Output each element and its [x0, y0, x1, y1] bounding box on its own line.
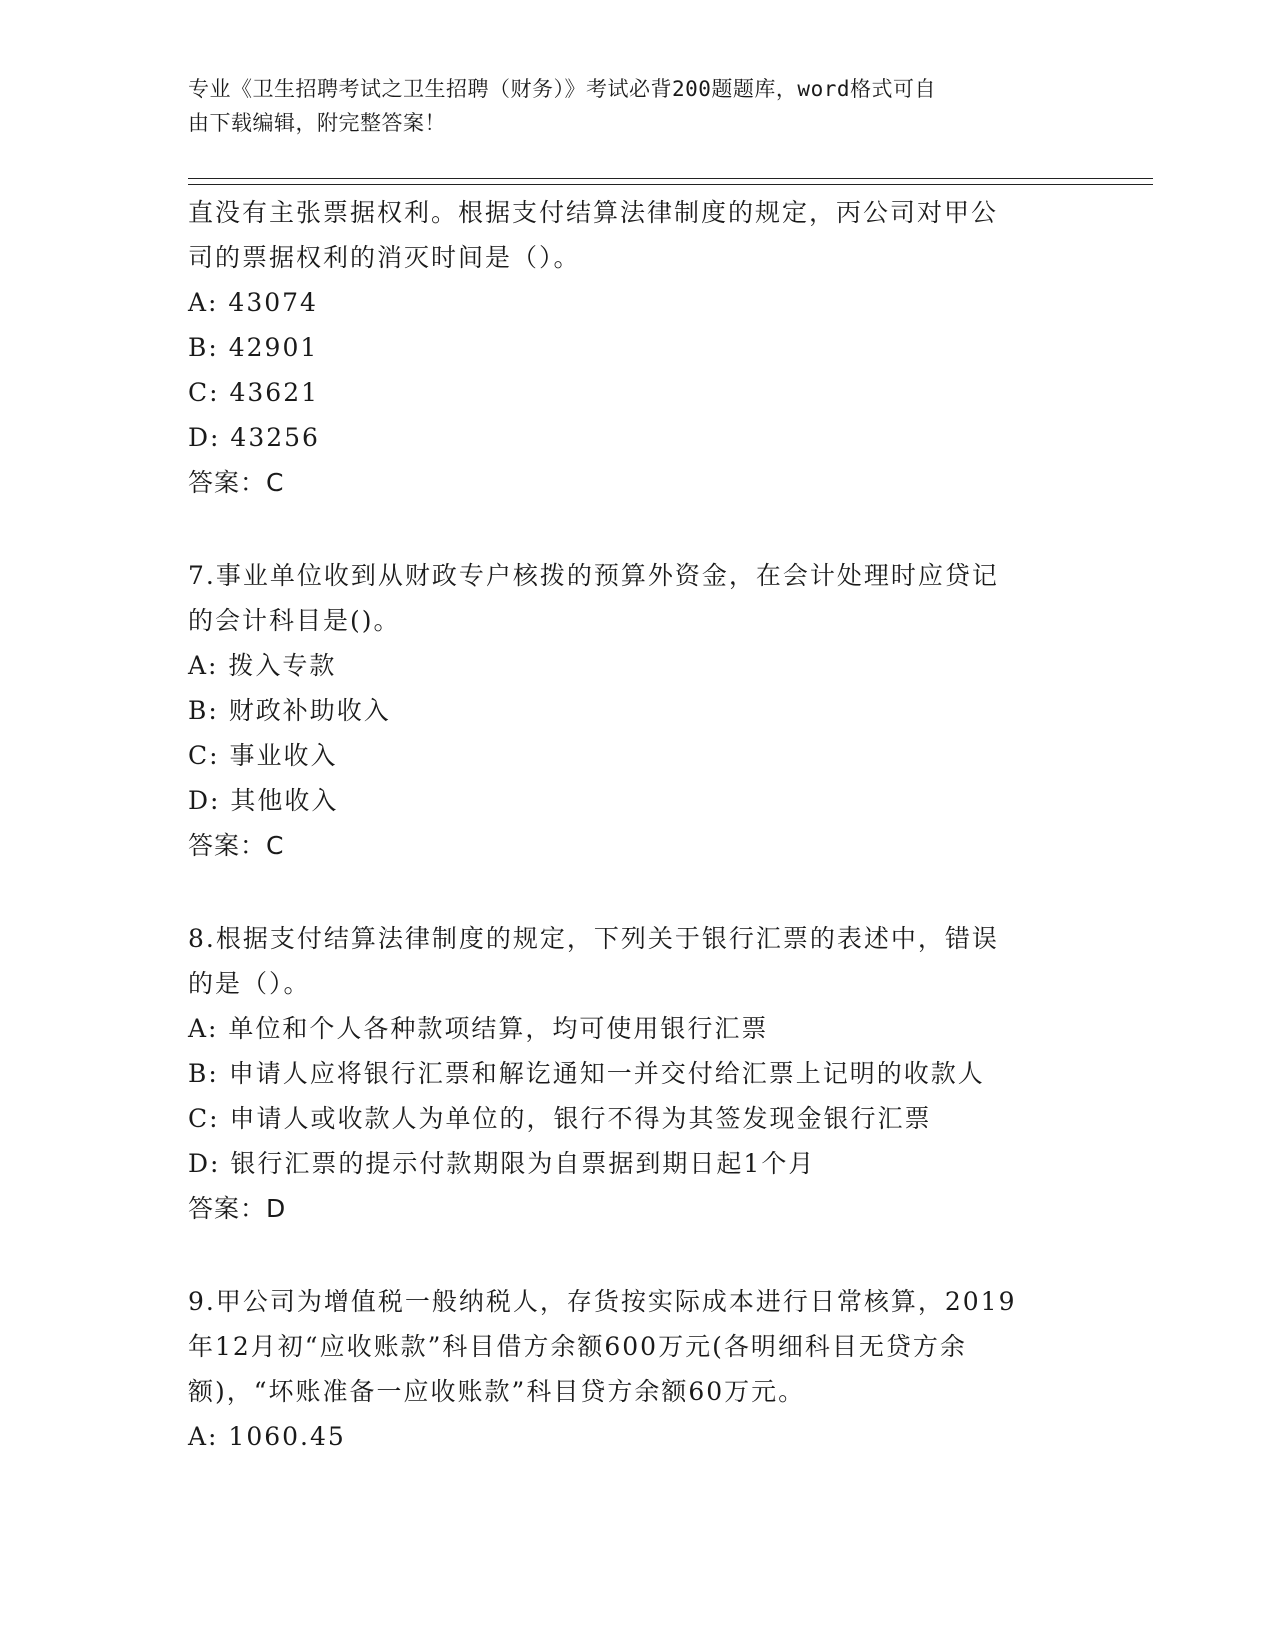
spacer: [188, 505, 1068, 553]
question-7: [188, 553, 1068, 868]
header-rule-bottom: [188, 184, 1153, 185]
answer-line: 答案：D: [188, 1194, 287, 1223]
question-stem-line: 7.事业单位收到从财政专户核拨的预算外资金，在会计处理时应贷记: [188, 561, 999, 590]
document-body: [188, 190, 1068, 1459]
question-stem-line: 直没有主张票据权利。根据支付结算法律制度的规定，丙公司对甲公: [188, 198, 999, 227]
header-rule-top: [188, 178, 1153, 179]
question-stem-line: 司的票据权利的消灭时间是（）。: [188, 243, 581, 272]
option-c: C: 申请人或收款人为单位的，银行不得为其签发现金银行汇票: [188, 1104, 932, 1133]
question-stem-line: 9.甲公司为增值税一般纳税人，存货按实际成本进行日常核算，2019: [188, 1287, 1017, 1316]
header-line-1: 专业《卫生招聘考试之卫生招聘（财务）》考试必背200题题库，word格式可自: [188, 77, 936, 101]
question-stem-line: 的会计科目是()。: [188, 606, 401, 635]
option-c: C: 43621: [188, 378, 320, 407]
option-d: D: 其他收入: [188, 786, 339, 815]
question-stem-line: 的是（）。: [188, 969, 311, 998]
question-8: [188, 916, 1068, 1231]
page-header: [188, 72, 1068, 140]
option-a: A: 43074: [188, 288, 318, 317]
answer-line: 答案：C: [188, 468, 285, 497]
option-b: B: 申请人应将银行汇票和解讫通知一并交付给汇票上记明的收款人: [188, 1059, 985, 1088]
option-a: A: 1060.45: [188, 1422, 346, 1451]
question-stem-line: 8.根据支付结算法律制度的规定，下列关于银行汇票的表述中，错误: [188, 924, 999, 953]
answer-line: 答案：C: [188, 831, 285, 860]
spacer: [188, 1231, 1068, 1279]
option-a: A: 拨入专款: [188, 651, 337, 680]
question-stem-line: 年12月初“应收账款”科目借方余额600万元(各明细科目无贷方余: [188, 1332, 967, 1361]
question-stem-line: 额)，“坏账准备一应收账款”科目贷方余额60万元。: [188, 1377, 806, 1406]
header-line-2: 由下载编辑，附完整答案！: [188, 111, 446, 135]
option-d: D: 银行汇票的提示付款期限为自票据到期日起1个月: [188, 1149, 816, 1178]
option-b: B: 42901: [188, 333, 319, 362]
option-c: C: 事业收入: [188, 741, 338, 770]
question-9: [188, 1279, 1068, 1459]
option-d: D: 43256: [188, 423, 320, 452]
option-a: A: 单位和个人各种款项结算，均可使用银行汇票: [188, 1014, 769, 1043]
question-6: [188, 190, 1068, 505]
option-b: B: 财政补助收入: [188, 696, 391, 725]
spacer: [188, 868, 1068, 916]
